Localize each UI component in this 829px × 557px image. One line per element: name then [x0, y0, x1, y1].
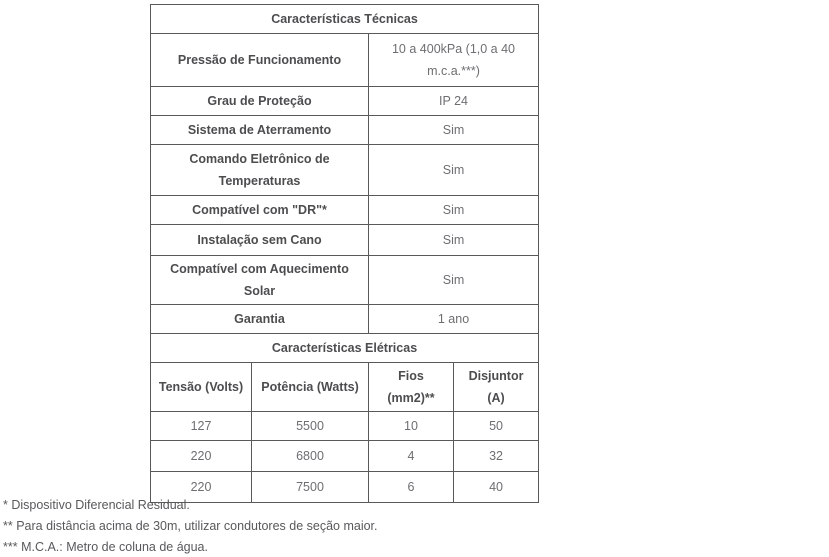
electrical-table-title: Características Elétricas	[151, 334, 539, 363]
cell-wires: 4	[369, 441, 454, 472]
column-header-power: Potência (Watts)	[252, 363, 369, 412]
table-row	[151, 34, 539, 87]
spec-label-electronic-control: Comando Eletrônico de Temperaturas	[151, 145, 369, 196]
cell-breaker: 40	[454, 472, 539, 503]
column-header-voltage: Tensão (Volts)	[151, 363, 252, 412]
spec-value-dr-compatible: Sim	[369, 196, 539, 225]
footnote-mca: *** M.C.A.: Metro de coluna de água.	[3, 540, 208, 554]
cell-wires: 10	[369, 412, 454, 441]
cell-voltage: 220	[151, 441, 252, 472]
table-row	[151, 305, 539, 334]
spec-value-pressure: 10 a 400kPa (1,0 a 40 m.c.a.***)	[369, 34, 539, 87]
cell-power: 5500	[252, 412, 369, 441]
footnote-distance: ** Para distância acima de 30m, utilizar condutores de seção maior.	[3, 519, 378, 533]
spec-value-warranty: 1 ano	[369, 305, 539, 334]
spec-value-electronic-control: Sim	[369, 145, 539, 196]
cell-voltage: 127	[151, 412, 252, 441]
cell-wires: 6	[369, 472, 454, 503]
cell-power: 6800	[252, 441, 369, 472]
footnotes	[3, 495, 378, 557]
spec-label-dr-compatible: Compatível com "DR"*	[151, 196, 369, 225]
table-row	[151, 225, 539, 256]
spec-label-warranty: Garantia	[151, 305, 369, 334]
spec-value-no-pipe: Sim	[369, 225, 539, 256]
spec-value-grounding: Sim	[369, 116, 539, 145]
table-header-row	[151, 363, 539, 412]
table-row	[151, 116, 539, 145]
table-row	[151, 196, 539, 225]
spec-tables	[150, 4, 538, 503]
table-row	[151, 256, 539, 305]
cell-power: 7500	[252, 472, 369, 503]
cell-breaker: 32	[454, 441, 539, 472]
spec-label-pressure: Pressão de Funcionamento	[151, 34, 369, 87]
table-row	[151, 145, 539, 196]
table-row	[151, 441, 539, 472]
electrical-characteristics-table	[150, 333, 539, 503]
cell-breaker: 50	[454, 412, 539, 441]
column-header-breaker: Disjuntor (A)	[454, 363, 539, 412]
spec-label-solar-compatible: Compatível com Aquecimento Solar	[151, 256, 369, 305]
footnote-dr: * Dispositivo Diferencial Residual.	[3, 498, 190, 512]
table-row	[151, 87, 539, 116]
spec-value-solar-compatible: Sim	[369, 256, 539, 305]
spec-label-grounding: Sistema de Aterramento	[151, 116, 369, 145]
technical-table-title: Características Técnicas	[151, 5, 539, 34]
spec-label-protection: Grau de Proteção	[151, 87, 369, 116]
technical-characteristics-table	[150, 4, 539, 334]
column-header-wires: Fios (mm2)**	[369, 363, 454, 412]
table-row	[151, 412, 539, 441]
spec-value-protection: IP 24	[369, 87, 539, 116]
cell-voltage: 220	[151, 472, 252, 503]
spec-label-no-pipe: Instalação sem Cano	[151, 225, 369, 256]
